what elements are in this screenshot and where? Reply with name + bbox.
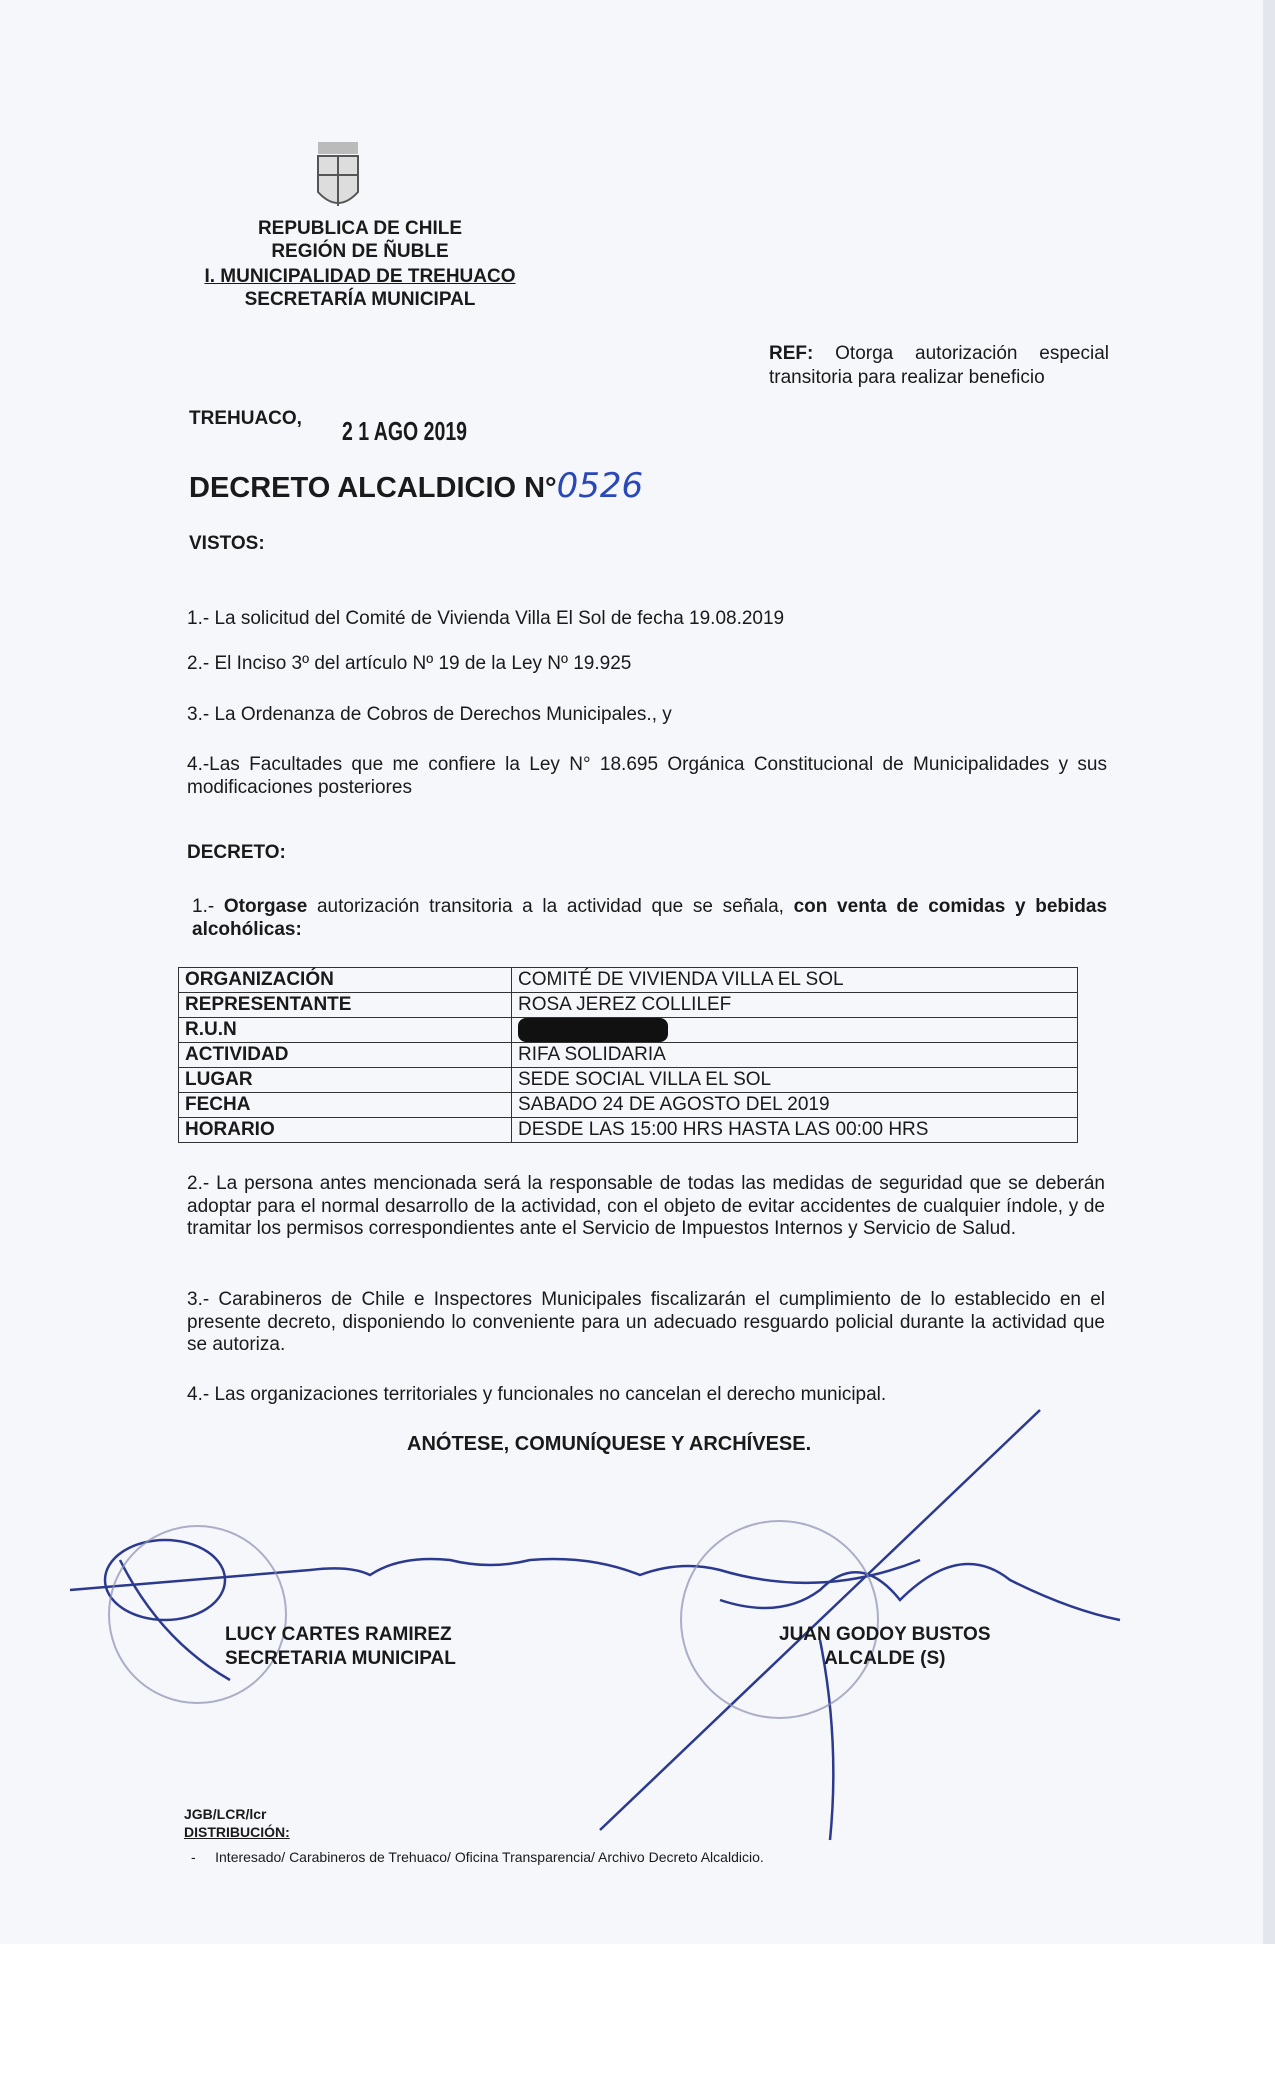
signer-name: JUAN GODOY BUSTOS [779,1624,991,1645]
decreto-paragraph-3: 3.- Carabineros de Chile e Inspectores Municipales fiscalizarán el cumplimiento de lo establecido en el presente decreto, disponiendo lo conveniente para un adecuado resguardo policial durante la actividad que se autoriza. [187,1289,1105,1355]
decree-number: 0526 [556,466,644,506]
p1-num: 1.- [192,896,215,917]
ref-label: REF: [769,343,814,364]
table-key: ORGANIZACIÓN [179,968,512,993]
signer-role: ALCALDE (S) [824,1648,946,1669]
vistos-item: 1.- La solicitud del Comité de Vivienda Villa El Sol de fecha 19.08.2019 [187,608,785,629]
table-value: COMITÉ DE VIVIENDA VILLA EL SOL [512,968,1078,993]
initials: JGB/LCR/lcr [184,1806,267,1822]
table-key: REPRESENTANTE [179,993,512,1018]
vistos-item: 3.- La Ordenanza de Cobros de Derechos Municipales., y [187,704,672,725]
signer-name: LUCY CARTES RAMIREZ [225,1624,452,1645]
table-key: R.U.N [179,1018,512,1043]
table-key: LUGAR [179,1068,512,1093]
ref-text: Otorga autorización especial transitoria para realizar beneficio [769,343,1109,388]
table-value: DESDE LAS 15:00 HRS HASTA LAS 00:00 HRS [512,1118,1078,1143]
table-row [179,1018,1078,1043]
table-value: SEDE SOCIAL VILLA EL SOL [512,1068,1078,1093]
table-value: ROSA JEREZ COLLILEF [512,993,1078,1018]
table-value: RIFA SOLIDARIA [512,1043,1078,1068]
distribution-item: - Interesado/ Carabineros de Trehuaco/ Oficina Transparencia/ Archivo Decreto Alcaldicio. [191,1849,764,1865]
p1-bold: Otorgase [223,896,308,917]
decreto-paragraph-1 [192,896,1107,941]
p1-bold-2: con venta de comidas y bebidas alcohólicas: [192,896,1108,940]
decreto-heading: DECRETO: [187,842,286,863]
header-line: I. MUNICIPALIDAD DE TREHUACO [204,266,516,287]
municipal-crest-icon [318,142,358,206]
p1-text: autorización transitoria a la actividad que se señala, [307,896,794,917]
table-row [179,1118,1078,1143]
table-row [179,1093,1078,1118]
signature-block-secretary [225,1623,456,1671]
decreto-paragraph-2: 2.- La persona antes mencionada será la responsable de todas las medidas de seguridad que se deberán adoptar para el normal desarrollo de la actividad, con el objeto de evitar accidentes de cualquier índole, y de tramitar los permisos correspondientes ante el Servicio de Impuestos Internos y Servicio de Salud. [187,1173,1105,1239]
header-line: REPUBLICA DE CHILE [257,218,463,239]
redaction-mark [518,1018,668,1042]
stamp-alcaldia [680,1520,879,1719]
decree-title [189,466,643,506]
stamp-secretaria [108,1525,287,1704]
signer-role: SECRETARIA MUNICIPAL [225,1648,456,1669]
table-value: SABADO 24 DE AGOSTO DEL 2019 [512,1093,1078,1118]
vistos-heading: VISTOS: [189,533,265,554]
distribution-text: Interesado/ Carabineros de Trehuaco/ Oficina Transparencia/ Archivo Decreto Alcaldicio. [215,1849,764,1865]
date-stamp: 2 1 AGO 2019 [342,416,468,446]
header-line: SECRETARÍA MUNICIPAL [244,289,476,310]
table-row [179,1043,1078,1068]
vistos-item: 2.- El Inciso 3º del artículo Nº 19 de la Ley Nº 19.925 [187,653,632,674]
reference [769,342,1109,390]
table-key: ACTIVIDAD [179,1043,512,1068]
activity-table [178,967,1078,1143]
decreto-paragraph-4: 4.- Las organizaciones territoriales y funcionales no cancelan el derecho municipal. [187,1384,887,1405]
closing: ANÓTESE, COMUNÍQUESE Y ARCHÍVESE. [407,1433,812,1455]
table-row [179,993,1078,1018]
header-line: REGIÓN DE ÑUBLE [271,241,449,262]
table-value-redacted [512,1018,1078,1043]
decree-title-text: DECRETO ALCALDICIO N° [189,472,557,504]
signature-block-mayor [779,1623,991,1671]
vistos-item: 4.-Las Facultades que me confiere la Ley N° 18.695 Orgánica Constitucional de Municipalidades y sus modificaciones posteriores [187,754,1107,798]
distribution-label: DISTRIBUCIÓN: [184,1824,290,1840]
table-key: HORARIO [179,1118,512,1143]
place: TREHUACO, [189,408,302,429]
table-row [179,968,1078,993]
table-key: FECHA [179,1093,512,1118]
table-row [179,1068,1078,1093]
